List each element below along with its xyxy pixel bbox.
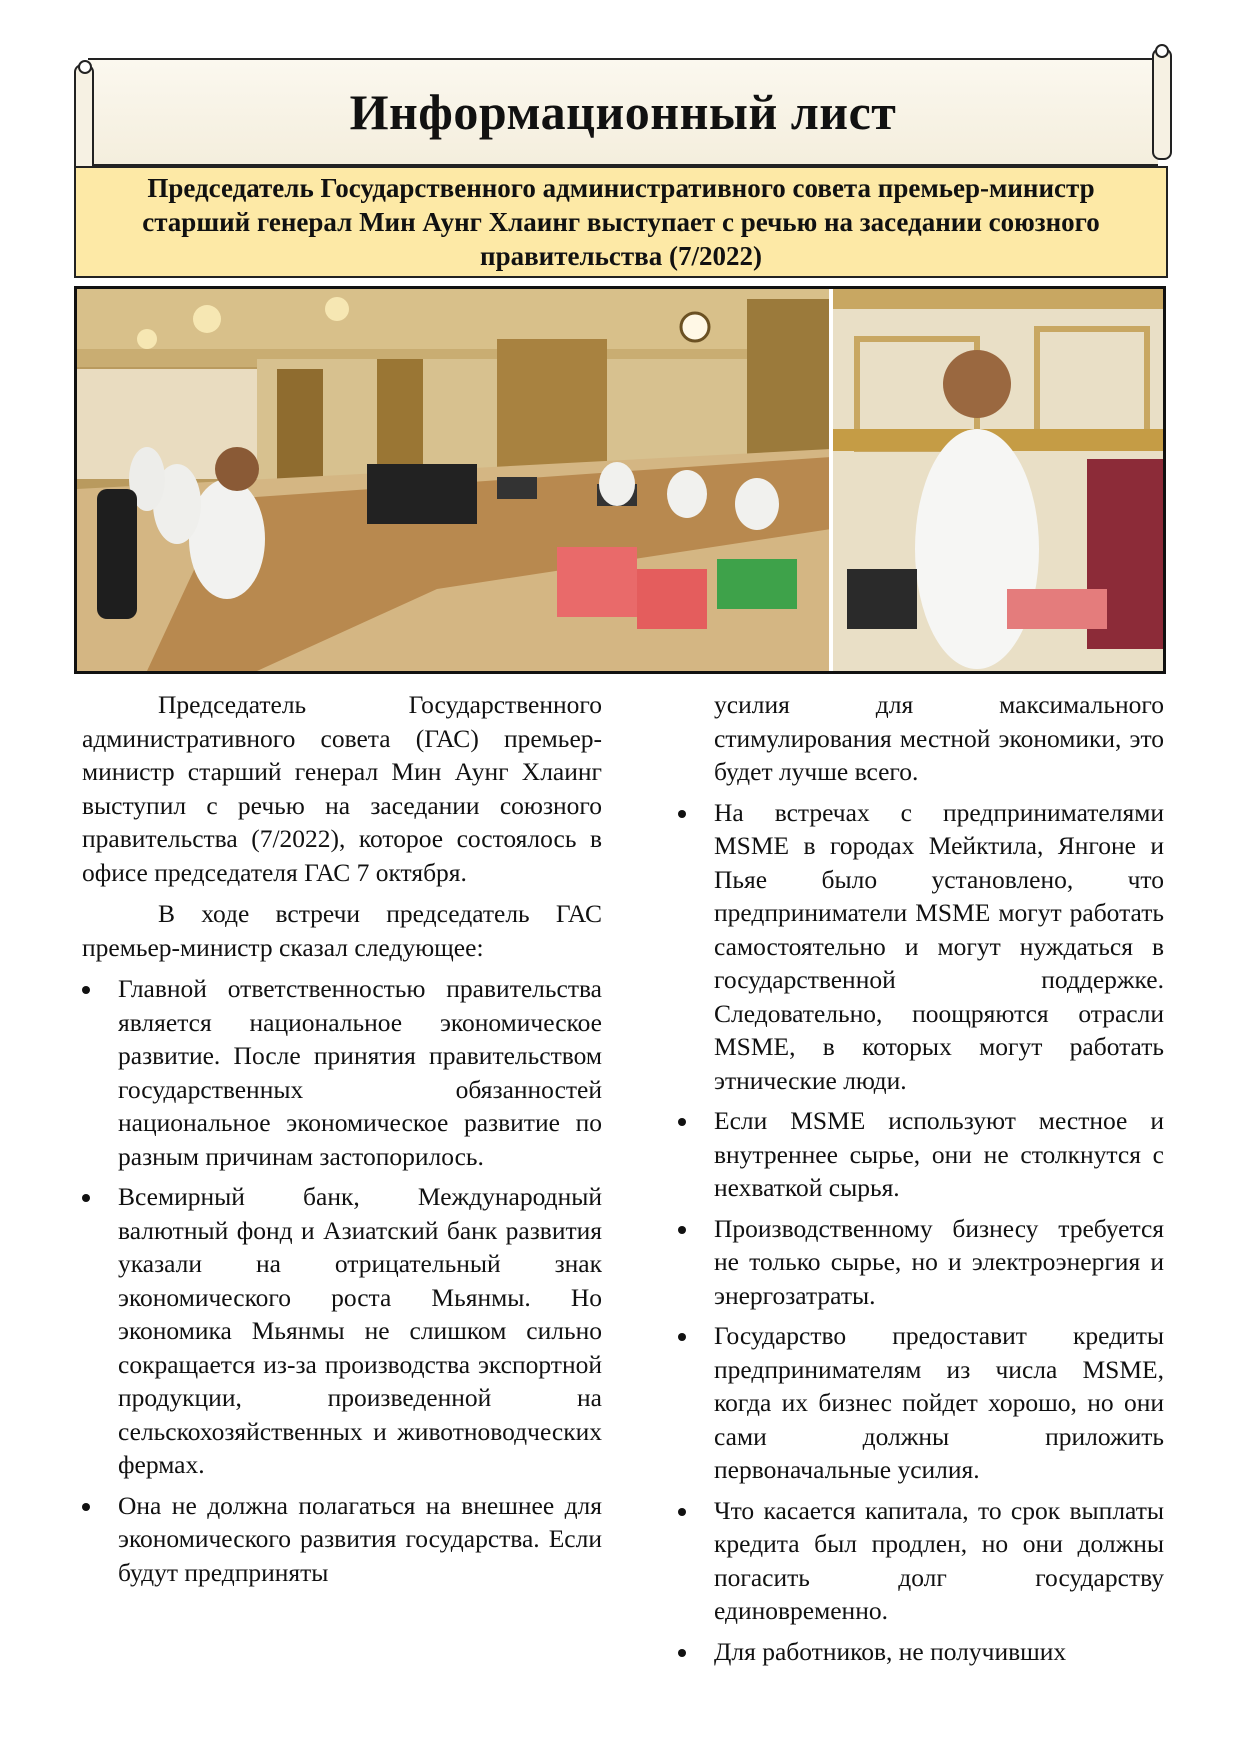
list-item: На встречах с предпринимателями MSME в городах Мейктила, Янгоне и Пьяе было установлено, что предприниматели MSME могут работать самостоятельно и могут нуждаться в государственной поддержке. Следовательно, поощряются отрасли MSME, в которых могут работать этнические люди. — [678, 796, 1164, 1098]
meeting-photo-illustration — [77, 289, 1163, 671]
meeting-photo — [74, 286, 1166, 674]
page-title: Информационный лист — [349, 84, 897, 140]
list-item: Производственному бизнесу требуется не только сырье, но и электроэнергия и энергозатраты. — [678, 1212, 1164, 1313]
scroll-curl-left — [78, 60, 92, 74]
list-item: Если MSME используют местное и внутреннее сырье, они не столкнутся с нехваткой сырья. — [678, 1104, 1164, 1205]
headline-box — [74, 166, 1168, 278]
scroll-roll-right — [1152, 48, 1172, 160]
list-item: Что касается капитала, то срок выплаты кредита был продлен, но они должны погасить долг государству единовременно. — [678, 1494, 1164, 1628]
list-item: Главной ответственностью правительства является национальное экономическое развитие. После принятия правительством государственных обязанностей национальное экономическое развитие по разным причинам застопорилось. — [82, 972, 602, 1173]
right-column — [678, 688, 1164, 1675]
headline: Председатель Государственного административного совета премьер-министр старший генерал Мин Аунг Хлаинг выступает с речью на заседании союзного правительства (7/2022) — [142, 173, 1100, 271]
left-bullet-list — [82, 972, 602, 1589]
left-column — [82, 688, 602, 1596]
scroll-roll-left — [74, 64, 94, 176]
list-item: Государство предоставит кредиты предпринимателям из числа MSME, когда их бизнес пойдет хорошо, но они сами должны приложить первоначальные усилия. — [678, 1319, 1164, 1487]
list-item: Для работников, не получивших — [678, 1635, 1164, 1669]
scroll-curl-right — [1155, 44, 1169, 58]
list-item-continuation: усилия для максимального стимулирования местной экономики, это будет лучше всего. — [714, 690, 1164, 786]
list-item: Она не должна полагаться на внешнее для экономического развития государства. Если будут предприняты — [82, 1489, 602, 1590]
list-item: Всемирный банк, Международный валютный фонд и Азиатский банк развития указали на отрицательный знак экономического роста Мьянмы. Но экономика Мьянмы не слишком сильно сокращается из-за производства экспортной продукции, произведенной на сельскохозяйственных и животноводческих фермах. — [82, 1180, 602, 1482]
speech-lead-paragraph: В ходе встречи председатель ГАС премьер-министр сказал следующее: — [82, 899, 602, 962]
right-bullet-list — [678, 688, 1164, 1668]
title-banner-body — [88, 58, 1158, 166]
title-banner — [74, 48, 1172, 178]
intro-paragraph: Председатель Государственного административного совета (ГАС) премьер-министр старший генерал Мин Аунг Хлаинг выступил с речью на заседании союзного правительства (7/2022), которое состоялось в офисе председателя ГАС 7 октября. — [82, 690, 602, 887]
